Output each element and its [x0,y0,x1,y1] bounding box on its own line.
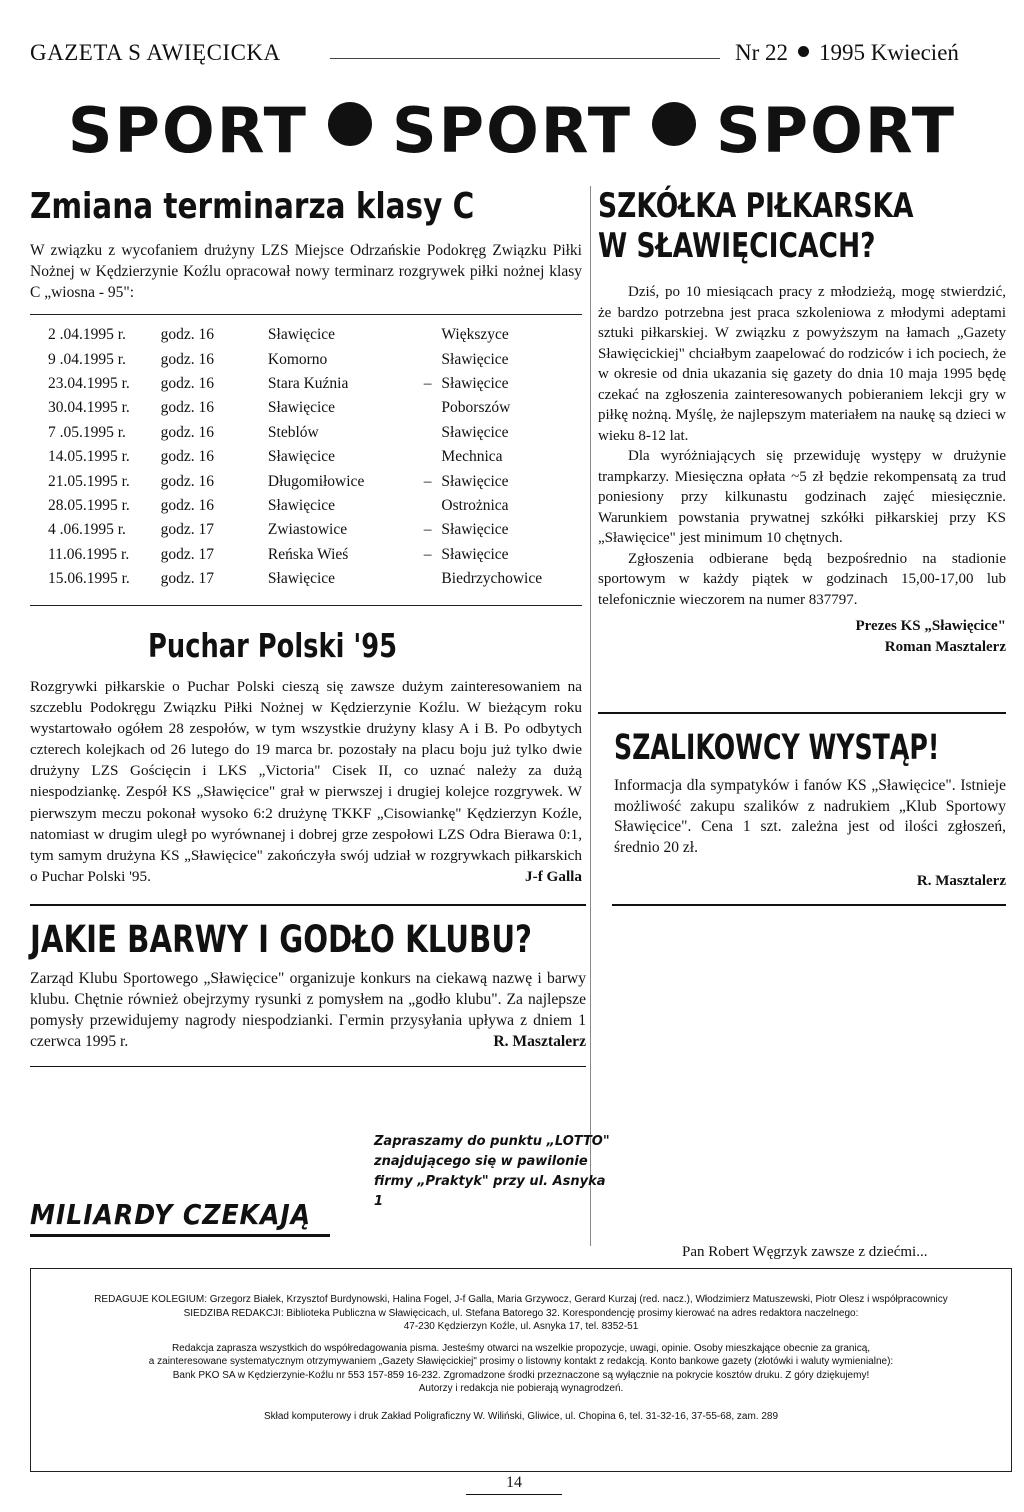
football-school-headline [598,186,916,266]
paragraph: Dziś, po 10 miesiącach pracy z młodzieżą, mogę stwierdzić, że bardzo potrzebna jest praca szkoleniowa z młodymi adeptami sztuki piłkarskiej. W związku z powyższym na łamach „Gazety Sławięcickiej" chciałbym zaapelować do rodziców i ich pociech, że w okresie od dnia ukazania się gazety do dnia 10 maja 1995 będę czekać na zgłoszenia zainteresowanych pobieraniem lekcji gry w piłkę nożną. Myślę, że najlepszym materiałem na naukę są dzieci w wieku 8-12 lat. [598,284,1006,444]
match-date: 9 .04.1995 r. [48,350,126,368]
schedule-row [30,469,582,493]
football-school-body [598,282,1006,657]
column-divider [590,186,591,1246]
divider-line [30,904,586,906]
match-date: 15.06.1995 r. [48,570,130,588]
home-team: Stara Kuźnia [267,374,349,392]
team-dash [424,347,442,371]
home-team: Sławięcice [267,326,336,344]
home-team: Steblów [267,423,319,441]
divider-line [30,1234,330,1237]
banner-word: SPORT [67,94,308,167]
imprint-line: REDAGUJE KOLEGIUM: Grzegorz Białek, Krzysztof Burdynowski, Halina Fogel, J-f Galla, Maria Grzywocz, Gerard Kurzaj (red. nacz.), Włodzimierz Matuszewski, Piotr Olesz i współpracownicy [94,1294,948,1305]
away-team: Sławięcice [441,545,509,563]
team-dash [424,396,442,420]
match-date: 28.05.1995 r. [48,496,130,514]
imprint-line: Autorzy i redakcja nie pobierają wynagrodzeń. [418,1383,624,1394]
match-date: 14.05.1995 r. [48,448,130,466]
match-time: godz. 17 [160,521,215,539]
imprint-box [30,1268,1012,1472]
match-time: godz. 16 [160,399,215,417]
team-dash: – [423,545,432,563]
schedule-row [30,421,582,445]
home-team: Sławięcice [267,399,336,417]
schedule-row [30,445,582,469]
divider-line [612,904,1006,906]
schedule-row [30,372,582,396]
imprint-line: a zainteresowane systematycznym otrzymywaniem „Gazety Sławięcickiej" prosimy o listowny kontakt z redakcją. Konto bankowe gazety (złotówki i waluty wymienialne): [148,1356,894,1367]
away-team: Poborszów [441,399,511,417]
schedule-headline: Zmiana terminarza klasy C [30,186,475,227]
divider-line [30,1066,586,1067]
emblem-contest-headline: JAKIE BARWY I GODŁO KLUBU? [30,918,533,961]
match-time: godz. 17 [160,570,215,588]
team-dash: – [423,472,432,490]
scarf-body: Informacja dla sympatyków i fanów KS „Sławięcice". Istnieje możliwość zakupu szalików z nadrukiem „Klub Sportowy Sławięcice". Cena 1 szt. zależna jest od ilości zgłoszeń, średnio 20 zł. [614,777,1006,856]
match-date: 7 .05.1995 r. [48,423,126,441]
imprint-line: 47-230 Kędzierzyn Koźle, ul. Asnyka 17, tel. 8352-51 [403,1321,639,1332]
team-dash: – [423,374,432,392]
schedule-table [30,323,582,591]
home-team: Reńska Wieś [267,545,349,563]
signature-name: Roman Masztalerz [884,638,1006,655]
lotto-ad-text: Zapraszamy do punktu „LOTTO" znajdującego się w pawilonie firmy „Praktyk" przy ul. Asnyka 1 [374,1134,610,1209]
masthead-divider [330,58,720,59]
match-time: godz. 16 [160,496,215,514]
paragraph: Zgłoszenia odbierane będą bezpośrednio na stadionie sportowym w każdy piątek w godzinach 15,00-17,00 lub telefonicznie wieczorem na numer 837797. [598,550,1006,608]
home-team: Zwiastowice [267,521,348,539]
away-team: Sławięcice [441,423,509,441]
away-team: Ostrożnica [441,496,509,514]
masthead-issue-info [735,40,959,66]
divider-line [466,1494,562,1495]
match-date: 23.04.1995 r. [48,374,130,392]
schedule-row [30,323,582,347]
sport-banner [0,94,1024,167]
team-dash: – [423,521,432,539]
away-team: Mechnica [441,448,503,466]
match-date: 11.06.1995 r. [48,545,130,563]
imprint-line: SIEDZIBA REDAKCJI: Biblioteka Publiczna w Sławięcicach, ul. Stefana Batorego 32. Korespondencję prosimy kierować na adres redaktora naczelnego: [183,1307,859,1319]
away-team: Sławięcice [441,350,509,368]
issue-number: Nr 22 [735,40,789,65]
schedule-row [30,494,582,518]
away-team: Sławięcice [441,521,509,539]
emblem-contest-text: Zarząd Klubu Sportowego „Sławięcice" organizuje konkurs na ciekawą nazwę i barwy klubu. Chętnie również obejrzymy rysunki z pomysłem na „godło klubu". Za najlepsze pomysły przewidujemy nagrody niespodzianki. Γermin przysyłania upływa z dniem 1 czerwca 1995 r. [30,970,586,1050]
imprint-line: Redakcja zaprasza wszystkich do współredagowania pisma. Jesteśmy otwarci na wszelkie propozycje, uwagi, opinie. Osoby mieszkające obecnie za granicą, [171,1342,871,1354]
cup-article-signature: J-f Galla [525,867,582,885]
match-date: 2 .04.1995 r. [48,326,126,344]
schedule-row [30,567,582,591]
emblem-contest-signature: R. Masztalerz [493,1033,586,1050]
paragraph: Dla wyróżniających się przewiduję występy w drużynie trampkarzy. Miesięczna opłata ~5 zł będzie rekompensatą za trud poniesiony przy kilkunastu godzinach zajęć miesięcznie. Warunkiem powstania prywatnej szkółki piłkarskiej przy KS „Sławięcice" jest minimum 10 chętnych. [598,448,1006,546]
team-dash [424,421,442,445]
divider-line [598,712,1006,714]
schedule-row [30,396,582,420]
schedule-table-frame [30,314,582,606]
page-number: 14 [506,1474,522,1491]
banner-word: SPORT [391,94,633,167]
bullet-dot-icon [328,102,372,146]
home-team: Sławięcice [267,448,336,466]
away-team: Sławięcice [441,472,509,490]
team-dash [424,567,442,591]
match-time: godz. 17 [160,545,215,563]
issue-date: 1995 Kwiecień [819,40,959,65]
match-time: godz. 16 [160,326,215,344]
imprint-line: Bank PKO SA w Kędzierzynie-Koźlu nr 553 157-859 16-232. Zgromadzone środki przeznaczone są wyłącznie na pokrycie kosztów druku. Z góry dziękujemy! [172,1369,870,1381]
scarf-headline: SZALIKOWCY WYSTĄP! [614,728,940,768]
bullet-dot-icon [798,46,809,57]
lotto-ad-slogan: MILIARDY CZEKAJĄ [30,1198,312,1231]
match-date: 4 .06.1995 r. [48,521,126,539]
match-time: godz. 16 [160,472,215,490]
home-team: Komorno [267,350,328,368]
home-team: Sławięcice [267,570,336,588]
home-team: Długomiłowice [267,472,365,490]
team-dash [424,323,442,347]
schedule-intro: W związku z wycofaniem drużyny LZS Miejsce Odrzańskie Podokręg Związku Piłki Nożnej w Kędzierzynie Koźlu opracował nowy terminarz rozgrywek piłki nożnej klasy C „wiosna - 95": [30,242,582,301]
scarf-signature: R. Masztalerz [916,873,1006,889]
match-time: godz. 16 [160,423,215,441]
match-date: 21.05.1995 r. [48,472,130,490]
match-time: godz. 16 [160,350,215,368]
headline-line: W SŁAWIĘCICACH? [598,226,876,266]
away-team: Sławięcice [441,374,509,392]
cup-article-text: Rozgrywki piłkarskie o Puchar Polski cieszą się zawsze dużym zainteresowaniem na szczeblu Podokręgu Związku Piłki Nożnej w Kędzierzynie Koźlu. W bieżącym roku wystartowało ogółem 28 zespołów, w tym wszystkie drużyny klasy A i B. Po odbytych czterech kolejkach od 26 lutego do 19 marca br. pozostały na placu boju już tylko dwie drużyny LZS Gościęcin i LKS „Victoria" Cisek II, co uznać należy za dużą niespodziankę. Zespół KS „Sławięcice" grał w pierwszej i drugiej kolejce rozgrywek. W pierwszym meczu pokonał wysoko 6:2 drużynę TKKF „Cisowiankę" Kędzierzyn Koźle, natomiast w drugim uległ po wyrównanej i dobrej grze zespołowi LZS Odra Bierawa 0:1, tym samym drużyna KS „Sławięcice" zakończyła swój udział w rozgrywkach piłkarskich o Puchar Polski '95. [30,678,582,885]
cup-article-body [30,676,582,887]
emblem-contest-body [30,968,586,1052]
masthead-title: GAZETA S AWIĘCICKA [30,40,281,65]
cup-headline: Puchar Polski '95 [148,626,398,665]
schedule-row [30,347,582,371]
headline-line: SZKÓŁKA PIŁKARSKA [598,186,914,226]
signature-title: Prezes KS „Sławięcice" [855,618,1006,634]
photo-caption: Pan Robert Węgrzyk zawsze z dziećmi... [682,1244,928,1260]
home-team: Sławięcice [267,496,336,514]
banner-word: SPORT [716,94,957,167]
bullet-dot-icon [652,102,696,146]
match-time: godz. 16 [160,374,215,392]
match-time: godz. 16 [160,448,215,466]
team-dash [424,494,442,518]
match-date: 30.04.1995 r. [48,399,130,417]
imprint-line: Skład komputerowy i druk Zakład Poligraficzny W. Wiliński, Gliwice, ul. Chopina 6, tel. 31-32-16, 37-55-68, zam. 289 [263,1410,779,1422]
team-dash [424,445,442,469]
schedule-row [30,518,582,542]
away-team: Większyce [441,326,509,344]
schedule-row [30,543,582,567]
away-team: Biedrzychowice [441,570,543,588]
